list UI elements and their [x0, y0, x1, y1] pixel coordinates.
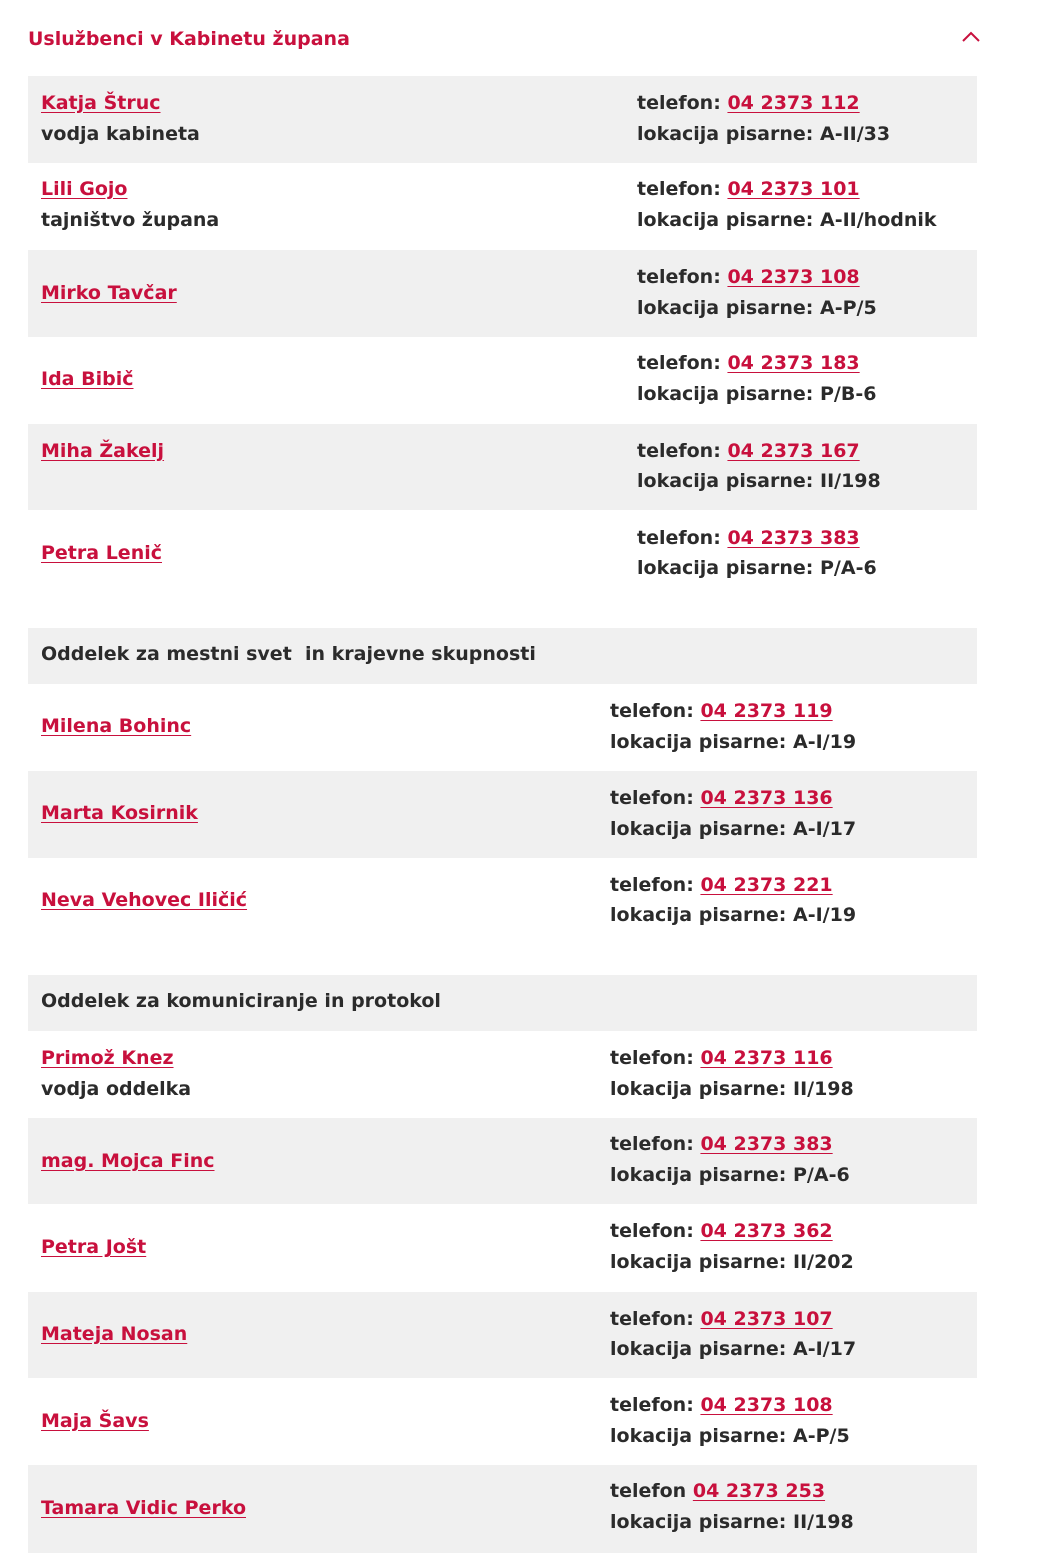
- staff-row: [28, 1465, 977, 1553]
- office-label: lokacija pisarne:: [610, 904, 787, 926]
- office-value: A-II/33: [820, 123, 891, 145]
- staff-name-link[interactable]: Mirko Tavčar: [41, 282, 177, 304]
- phone-link[interactable]: 04 2373 112: [727, 92, 860, 114]
- phone-label: telefon:: [637, 92, 721, 114]
- staff-row: [28, 771, 977, 858]
- phone-label: telefon:: [637, 178, 721, 200]
- office-label: lokacija pisarne:: [637, 557, 814, 579]
- office-line: [610, 731, 856, 753]
- phone-label: telefon:: [610, 787, 694, 809]
- phone-link[interactable]: 04 2373 221: [700, 874, 833, 896]
- staff-row: [28, 1292, 977, 1378]
- office-label: lokacija pisarne:: [610, 1078, 787, 1100]
- staff-name-link[interactable]: Ida Bibič: [41, 368, 134, 390]
- office-line: [610, 1078, 854, 1100]
- staff-row: [28, 1031, 977, 1118]
- staff-row: [28, 1378, 977, 1465]
- office-value: A-I/17: [793, 1338, 857, 1360]
- phone-link[interactable]: 04 2373 383: [700, 1133, 833, 1155]
- accordion-header[interactable]: [28, 24, 984, 60]
- staff-name-link[interactable]: Primož Knez: [41, 1047, 174, 1069]
- phone-line: [610, 1047, 833, 1069]
- phone-label: telefon:: [610, 1133, 694, 1155]
- phone-line: [637, 266, 860, 288]
- office-label: lokacija pisarne:: [610, 1251, 787, 1273]
- staff-name-link[interactable]: Neva Vehovec Iličić: [41, 889, 248, 911]
- phone-link[interactable]: 04 2373 253: [692, 1480, 826, 1502]
- staff-row: [28, 163, 977, 250]
- office-label: lokacija pisarne:: [610, 1425, 787, 1447]
- phone-line: [610, 1394, 833, 1416]
- phone-link[interactable]: 04 2373 116: [700, 1047, 833, 1069]
- phone-link[interactable]: 04 2373 167: [727, 440, 860, 462]
- office-line: [637, 470, 881, 492]
- staff-row: [28, 510, 977, 600]
- staff-name-link[interactable]: Katja Štruc: [41, 92, 161, 114]
- phone-link[interactable]: 04 2373 119: [700, 700, 833, 722]
- office-line: [610, 1425, 850, 1447]
- office-label: lokacija pisarne:: [610, 1338, 787, 1360]
- office-line: [610, 1251, 854, 1273]
- phone-link[interactable]: 04 2373 108: [727, 266, 860, 288]
- office-line: [637, 297, 877, 319]
- staff-name-link[interactable]: Milena Bohinc: [41, 715, 192, 737]
- accordion-title[interactable]: Uslužbenci v Kabinetu župana: [28, 28, 350, 50]
- phone-label: telefon:: [610, 874, 694, 896]
- office-value: A-I/19: [793, 731, 857, 753]
- staff-name-link[interactable]: Tamara Vidic Perko: [41, 1497, 246, 1519]
- office-value: II/198: [793, 1078, 854, 1100]
- office-label: lokacija pisarne:: [637, 297, 814, 319]
- phone-line: [637, 352, 860, 374]
- staff-name-link[interactable]: mag. Mojca Finc: [41, 1150, 215, 1172]
- office-line: [637, 209, 937, 231]
- section-header: [28, 975, 977, 1031]
- office-value: A-I/17: [793, 818, 857, 840]
- office-value: P/A-6: [820, 557, 877, 579]
- staff-name-link[interactable]: Maja Šavs: [41, 1410, 149, 1432]
- staff-row: [28, 337, 977, 424]
- phone-line: [610, 700, 833, 722]
- office-label: lokacija pisarne:: [610, 818, 787, 840]
- staff-name-link[interactable]: Mateja Nosan: [41, 1323, 188, 1345]
- phone-label: telefon:: [610, 1047, 694, 1069]
- office-value: A-I/19: [793, 904, 857, 926]
- office-label: lokacija pisarne:: [610, 1511, 787, 1533]
- phone-line: [637, 527, 860, 549]
- phone-line: [637, 440, 860, 462]
- staff-role: tajništvo župana: [41, 209, 220, 231]
- office-line: [610, 1164, 850, 1186]
- staff-name-link[interactable]: Lili Gojo: [41, 178, 128, 200]
- phone-line: [610, 874, 833, 896]
- phone-label: telefon:: [637, 440, 721, 462]
- staff-row: [28, 76, 977, 163]
- phone-label: telefon:: [610, 1308, 694, 1330]
- office-value: A-P/5: [793, 1425, 850, 1447]
- staff-name-link[interactable]: Miha Žakelj: [41, 440, 165, 462]
- office-label: lokacija pisarne:: [637, 383, 814, 405]
- office-label: lokacija pisarne:: [637, 209, 814, 231]
- office-value: II/198: [820, 470, 881, 492]
- staff-name-link[interactable]: Marta Kosirnik: [41, 802, 198, 824]
- staff-row: [28, 1204, 977, 1292]
- phone-line: [610, 1308, 833, 1330]
- phone-link[interactable]: 04 2373 101: [727, 178, 860, 200]
- office-value: A-II/hodnik: [820, 209, 937, 231]
- phone-label: telefon: [610, 1480, 687, 1502]
- phone-link[interactable]: 04 2373 362: [700, 1220, 833, 1242]
- phone-link[interactable]: 04 2373 383: [727, 527, 860, 549]
- office-value: P/B-6: [820, 383, 877, 405]
- office-value: II/198: [793, 1511, 854, 1533]
- office-line: [637, 383, 876, 405]
- phone-label: telefon:: [637, 527, 721, 549]
- phone-line: [610, 787, 833, 809]
- staff-row: [28, 684, 977, 771]
- phone-label: telefon:: [637, 266, 721, 288]
- phone-line: [610, 1220, 833, 1242]
- staff-name-link[interactable]: Petra Lenič: [41, 542, 162, 564]
- phone-link[interactable]: 04 2373 107: [700, 1308, 833, 1330]
- phone-line: [637, 92, 860, 114]
- office-line: [610, 1511, 854, 1533]
- phone-line: [637, 178, 860, 200]
- office-line: [610, 1338, 856, 1360]
- office-line: [610, 818, 856, 840]
- phone-label: telefon:: [610, 1394, 694, 1416]
- office-value: A-P/5: [820, 297, 877, 319]
- staff-row: [28, 1118, 977, 1204]
- phone-link[interactable]: 04 2373 108: [700, 1394, 833, 1416]
- staff-row: [28, 858, 977, 945]
- chevron-up-icon[interactable]: [962, 30, 980, 44]
- staff-row: [28, 250, 977, 337]
- phone-label: telefon:: [610, 700, 694, 722]
- section-title: Oddelek za mestni svet in krajevne skupnosti: [41, 643, 536, 665]
- office-value: II/202: [793, 1251, 854, 1273]
- office-line: [637, 123, 890, 145]
- staff-role: vodja oddelka: [41, 1078, 192, 1100]
- phone-line: [610, 1133, 833, 1155]
- office-label: lokacija pisarne:: [637, 123, 814, 145]
- phone-line: [610, 1480, 825, 1502]
- office-label: lokacija pisarne:: [610, 731, 787, 753]
- staff-name-link[interactable]: Petra Jošt: [41, 1236, 147, 1258]
- office-line: [610, 904, 856, 926]
- office-label: lokacija pisarne:: [610, 1164, 787, 1186]
- section-header: [28, 628, 977, 684]
- office-line: [637, 557, 877, 579]
- office-label: lokacija pisarne:: [637, 470, 814, 492]
- phone-link[interactable]: 04 2373 183: [727, 352, 860, 374]
- phone-label: telefon:: [610, 1220, 694, 1242]
- staff-row: [28, 424, 977, 510]
- section-title: Oddelek za komuniciranje in protokol: [41, 990, 441, 1012]
- staff-role: vodja kabineta: [41, 123, 200, 145]
- office-value: P/A-6: [793, 1164, 850, 1186]
- phone-label: telefon:: [637, 352, 721, 374]
- phone-link[interactable]: 04 2373 136: [700, 787, 833, 809]
